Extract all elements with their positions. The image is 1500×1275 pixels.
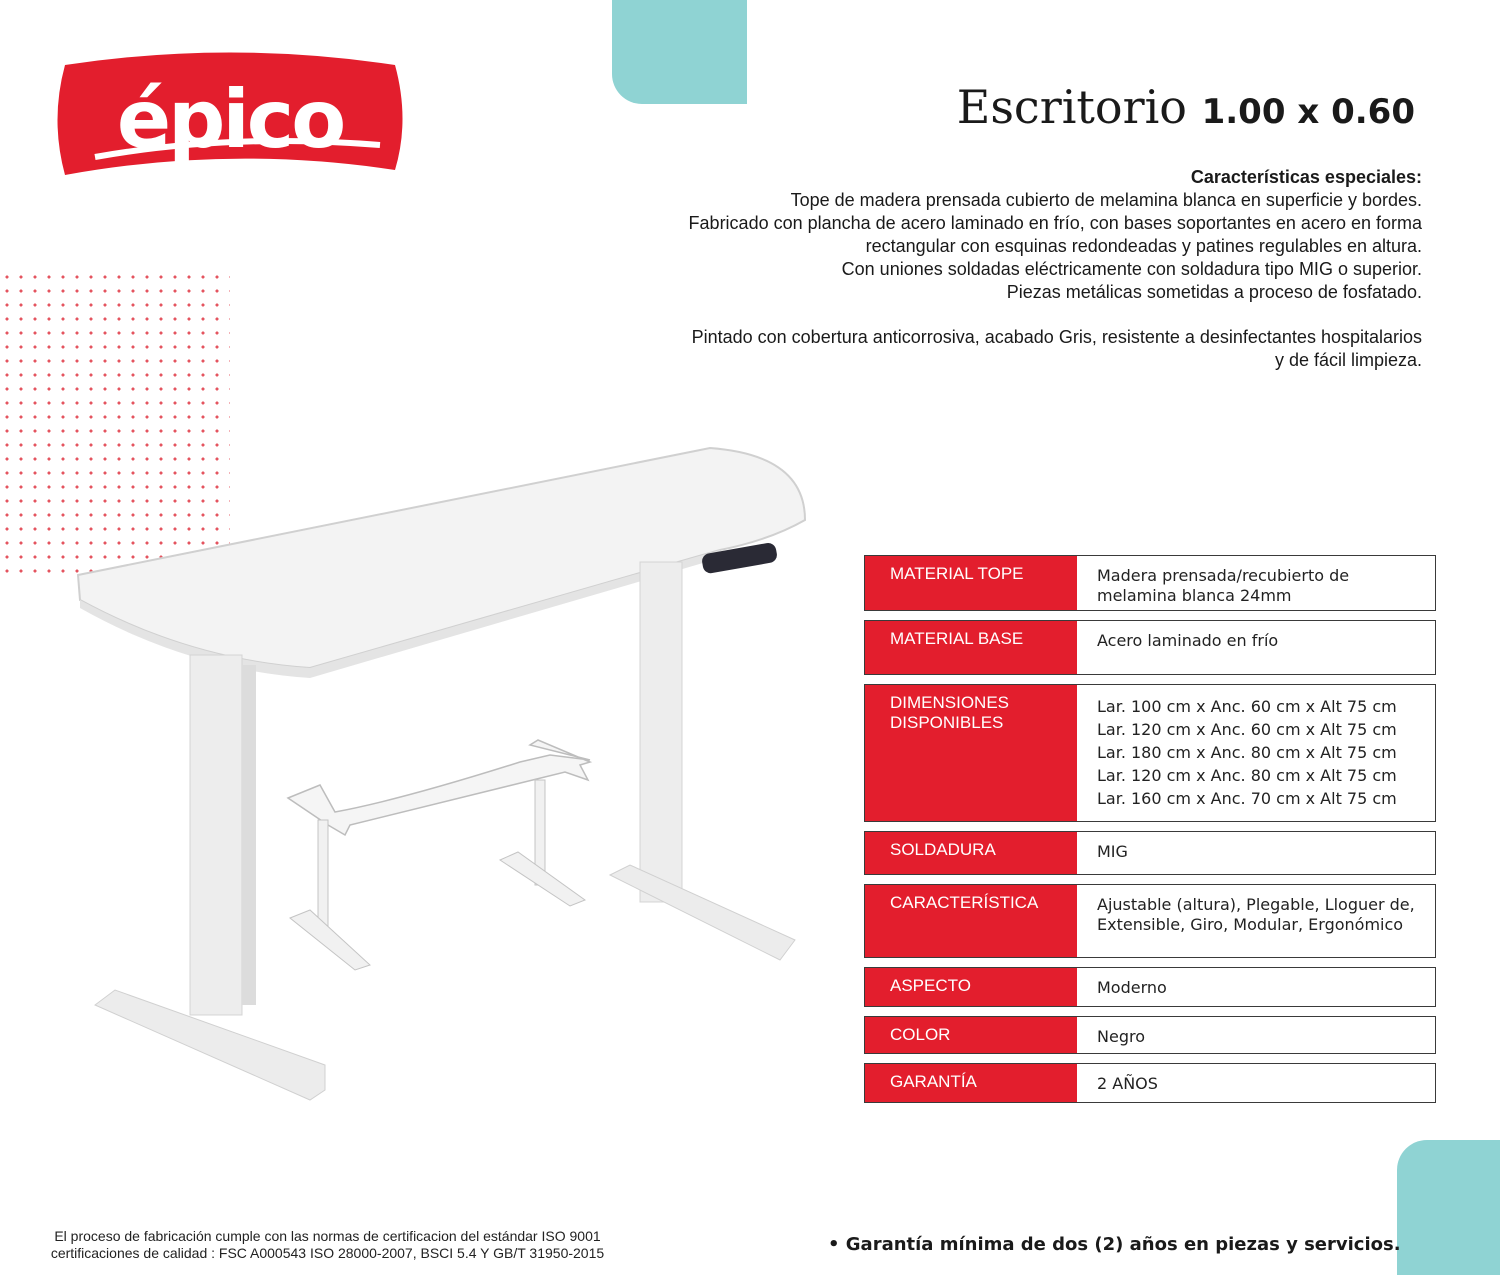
spec-row-soldadura xyxy=(864,831,1436,875)
description-line: Con uniones soldadas eléctricamente con soldadura tipo MIG o superior. xyxy=(841,259,1422,279)
logo-text: épico xyxy=(116,73,344,166)
spec-label: SOLDADURA xyxy=(865,832,1077,874)
spec-label: COLOR xyxy=(865,1017,1077,1053)
description-line: Fabricado con plancha de acero laminado en frío, con bases soportantes en acero en forma xyxy=(688,213,1422,233)
teal-accent-bottom xyxy=(1397,1140,1500,1275)
teal-accent-top xyxy=(612,0,747,104)
spec-value: Madera prensada/recubierto de melamina blanca 24mm xyxy=(1097,566,1350,605)
spec-label: DIMENSIONES DISPONIBLES xyxy=(865,685,1077,821)
brand-logo xyxy=(50,45,410,195)
paint-line: y de fácil limpieza. xyxy=(1274,350,1422,370)
desk-illustration xyxy=(70,440,820,1140)
paint-line: Pintado con cobertura anticorrosiva, acabado Gris, resistente a desinfectantes hospitalarios xyxy=(691,327,1422,347)
description-line: Tope de madera prensada cubierto de melamina blanca en superficie y bordes. xyxy=(790,190,1422,210)
guarantee-note: • Garantía mínima de dos (2) años en piezas y servicios. xyxy=(828,1234,1401,1255)
certification-note xyxy=(20,1228,635,1262)
spec-value: Negro xyxy=(1097,1027,1145,1046)
spec-label: GARANTÍA xyxy=(865,1064,1077,1102)
spec-label: CARACTERÍSTICA xyxy=(865,885,1077,957)
spec-value: 2 AÑOS xyxy=(1097,1074,1158,1093)
description xyxy=(602,166,1422,372)
spec-row-caracteristica xyxy=(864,884,1436,958)
description-heading: Características especiales: xyxy=(1190,167,1422,187)
spec-row-aspecto xyxy=(864,967,1436,1007)
dimension-option: Lar. 120 cm x Anc. 60 cm x Alt 75 cm xyxy=(1097,720,1397,739)
product-name: Escritorio xyxy=(956,80,1187,134)
spec-value: Moderno xyxy=(1097,978,1167,997)
spec-value: MIG xyxy=(1097,842,1128,861)
spec-label: MATERIAL TOPE xyxy=(865,556,1077,610)
dimension-option: Lar. 120 cm x Anc. 80 cm x Alt 75 cm xyxy=(1097,766,1397,785)
spec-value: Ajustable (altura), Plegable, Lloguer de, Extensible, Giro, Modular, Ergonómico xyxy=(1097,895,1415,934)
spec-row-color xyxy=(864,1016,1436,1054)
spec-row-dimensiones xyxy=(864,684,1436,822)
spec-row-garantia xyxy=(864,1063,1436,1103)
spec-row-material-tope xyxy=(864,555,1436,611)
spec-value-list xyxy=(1077,685,1435,821)
spec-row-material-base xyxy=(864,620,1436,675)
spec-label: ASPECTO xyxy=(865,968,1077,1006)
cert-line: El proceso de fabricación cumple con las normas de certificacion del estándar ISO 9001 xyxy=(54,1228,601,1244)
spec-value: Acero laminado en frío xyxy=(1097,631,1279,650)
cert-line: certificaciones de calidad : FSC A000543 ISO 28000-2007, BSCI 5.4 Y GB/T 31950-2015 xyxy=(50,1245,605,1261)
specifications-table xyxy=(864,555,1436,1112)
product-size: 1.00 x 0.60 xyxy=(1201,92,1415,132)
dimension-option: Lar. 160 cm x Anc. 70 cm x Alt 75 cm xyxy=(1097,789,1397,808)
dimension-option: Lar. 100 cm x Anc. 60 cm x Alt 75 cm xyxy=(1097,697,1397,716)
description-line: Piezas metálicas sometidas a proceso de fosfatado. xyxy=(1006,282,1422,302)
dimension-option: Lar. 180 cm x Anc. 80 cm x Alt 75 cm xyxy=(1097,743,1397,762)
desk-product-image xyxy=(70,440,820,1140)
spec-label: MATERIAL BASE xyxy=(865,621,1077,674)
product-title xyxy=(957,80,1415,134)
description-line: rectangular con esquinas redondeadas y patines regulables en altura. xyxy=(865,236,1422,256)
